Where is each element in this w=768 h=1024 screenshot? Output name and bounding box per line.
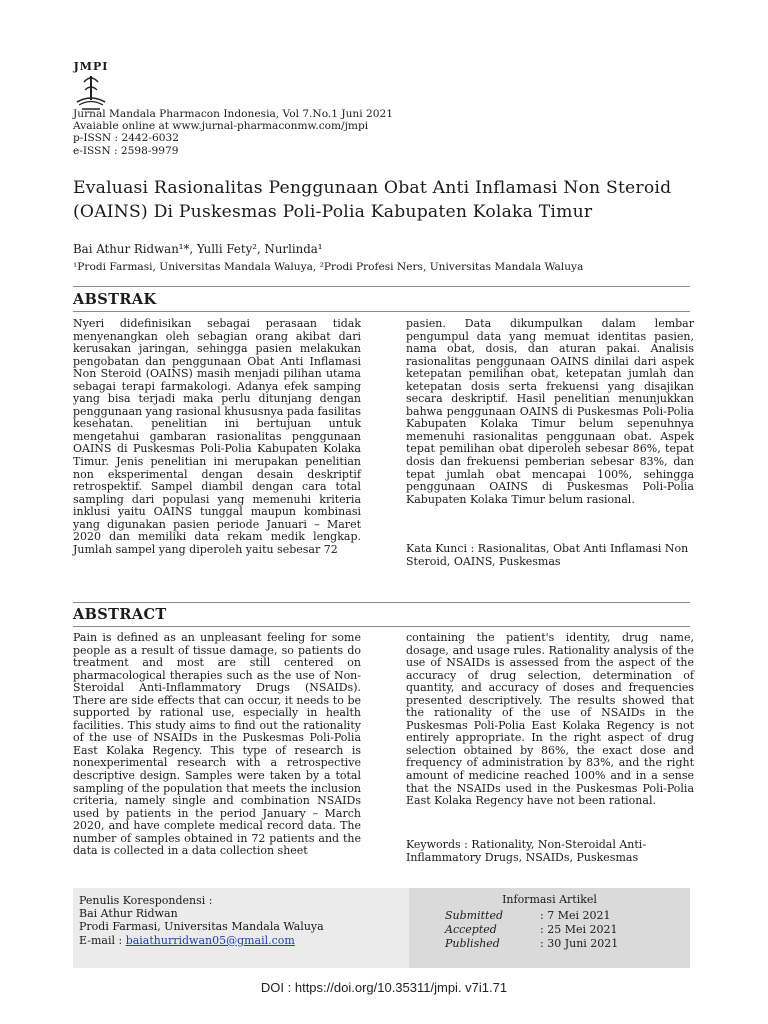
authors: Bai Athur Ridwan¹*, Yulli Fety², Nurlinda¹ — [73, 242, 323, 256]
abstract-right-column: containing the patient's identity, drug name, dosage, and usage rules. Rationality analysis of the use of NSAIDs is assessed from the aspect of the accuracy of drug selection, determination of quantity, and accuracy of doses and frequencies presented descriptively. The results showed that the rationality of the use of NSAIDs in the Puskesmas Poli-Polia East Kolaka Regency is not entirely appropriate. In the right aspect of drug selection obtained by 86%, the exact dose and frequency of administration by 83%, and the right amount of medicine reached 100% and in a sense that the NSAIDs used in the Puskesmas Poli-Polia East Kolaka Regency have not been rational. — [406, 631, 694, 808]
paper-title — [73, 176, 683, 224]
abstrak-left-column: Nyeri didefinisikan sebagai perasaan tidak menyenangkan oleh sebagian orang akibat dari kerusakan jaringan, sehingga pasien melakukan pengobatan dan penggunaan Obat Anti Inflamasi Non Steroid (OAINS) masih menjadi pilihan utama sebagai terapi farmakologi. Adanya efek samping yang bisa terjadi maka perlu ditunjang dengan penggunaan yang rasional khususnya pada fasilitas kesehatan. penelitian ini bertujuan untuk mengetahui gambaran rasionalitas penggunaan OAINS di Puskesmas Poli-Polia Kabupaten Kolaka Timur. Jenis penelitian ini merupakan penelitian non eksperimental dengan desain deskriptif retrospektif. Sampel diambil dengan cara total sampling dari populasi yang memenuhi kriteria inklusi yaitu OAINS tunggal maupun kombinasi yang digunakan pasien periode Januari – Maret 2020 dan memiliki data rekam medik lengkap. Jumlah sampel yang diperoleh yaitu sebesar 72 — [73, 317, 361, 556]
correspondence-label: Penulis Korespondensi : — [79, 894, 213, 907]
journal-pissn: p-ISSN : 2442-6032 — [73, 132, 179, 145]
doi-link[interactable]: DOI : https://doi.org/10.35311/jmpi. v7i1.71 — [260, 980, 508, 995]
article-info-title: Informasi Artikel — [502, 893, 597, 906]
correspondence-email-line — [79, 934, 324, 947]
info-row-published: Published : 30 Juni 2021 — [445, 937, 619, 950]
email-label: E-mail : — [79, 933, 126, 947]
email-link[interactable]: baiathurridwan05@gmail.com — [125, 933, 295, 947]
divider — [73, 286, 690, 287]
correspondence-institution: Prodi Farmasi, Universitas Mandala Waluya — [79, 920, 324, 934]
correspondence-name: Bai Athur Ridwan — [79, 907, 178, 921]
journal-eissn: e-ISSN : 2598-9979 — [73, 144, 179, 157]
divider — [73, 311, 690, 312]
journal-citation: Jurnal Mandala Pharmacon Indonesia, Vol 7.No.1 Juni 2021 — [73, 108, 393, 120]
abstrak-heading: ABSTRAK — [73, 291, 157, 308]
journal-url: Avaiable online at www.jurnal-pharmaconmw.com/jmpi — [73, 120, 369, 133]
logo-emblem-icon — [72, 72, 110, 112]
article-footer-box — [73, 888, 690, 968]
divider — [73, 602, 690, 603]
divider — [73, 626, 690, 627]
abstrak-keywords: Kata Kunci : Rasionalitas, Obat Anti Inflamasi Non Steroid, OAINS, Puskesmas — [406, 542, 689, 568]
title-line-1: Evaluasi Rasionalitas Penggunaan Obat Anti Inflamasi Non Steroid — [73, 178, 672, 198]
article-info-block — [409, 888, 690, 968]
abstract-left-column: Pain is defined as an unpleasant feeling for some people as a result of tissue damage, so patients do treatment and most are still centered on pharmacological therapies such as the use of Non-Steroidal Anti-Inflammatory Drugs (NSAIDs). There are side effects that can occur, it needs to be supported by rational use, especially in health facilities. This study aims to find out the rationality of the use of NSAIDs in the Puskesmas Poli-Polia East Kolaka Regency. This type of research is nonexperimental research with a retrospective descriptive design. Samples were taken by a total sampling of the population that meets the inclusion criteria, namely single and combination NSAIDs used by patients in the period January – March 2020, and have complete medical record data. The number of samples obtained in 72 patients and the data is collected in a data collection sheet — [73, 631, 361, 858]
title-line-2: (OAINS) Di Puskesmas Poli-Polia Kabupaten Kolaka Timur — [73, 202, 593, 222]
journal-info — [73, 108, 393, 157]
affiliation: ¹Prodi Farmasi, Universitas Mandala Waluya, ²Prodi Profesi Ners, Universitas Mandala Waluya — [73, 261, 584, 273]
info-row-accepted: Accepted : 25 Mei 2021 — [445, 923, 618, 936]
logo-text: JMPI — [73, 60, 109, 73]
abstract-keywords: Keywords : Rationality, Non-Steroidal Anti-Inflammatory Drugs, NSAIDs, Puskesmas — [406, 838, 647, 864]
journal-logo — [72, 60, 110, 112]
correspondence-block — [79, 894, 324, 947]
abstrak-right-column: pasien. Data dikumpulkan dalam lembar pengumpul data yang memuat identitas pasien, nama obat, dosis, dan aturan pakai. Analisis rasionalitas penggunaan OAINS dinilai dari aspek ketepatan pemilihan obat, ketepatan jumlah dan ketepatan dosis serta frekuensi yang disajikan secara deskriptif. Hasil penelitian menunjukkan bahwa penggunaan OAINS di Puskesmas Poli-Polia Kabupaten Kolaka Timur belum sepenuhnya memenuhi rasionalitas penggunaan obat. Aspek tepat pemilihan obat diperoleh sebesar 86%, tepat dosis dan frekuensi pemberian sebesar 83%, dan tepat jumlah obat mencapai 100%, sehingga penggunaan OAINS di Puskesmas Poli-Polia Kabupaten Kolaka Timur belum rasional. — [406, 317, 694, 506]
info-row-submitted: Submitted : 7 Mei 2021 — [445, 909, 611, 922]
abstract-heading: ABSTRACT — [73, 606, 167, 623]
